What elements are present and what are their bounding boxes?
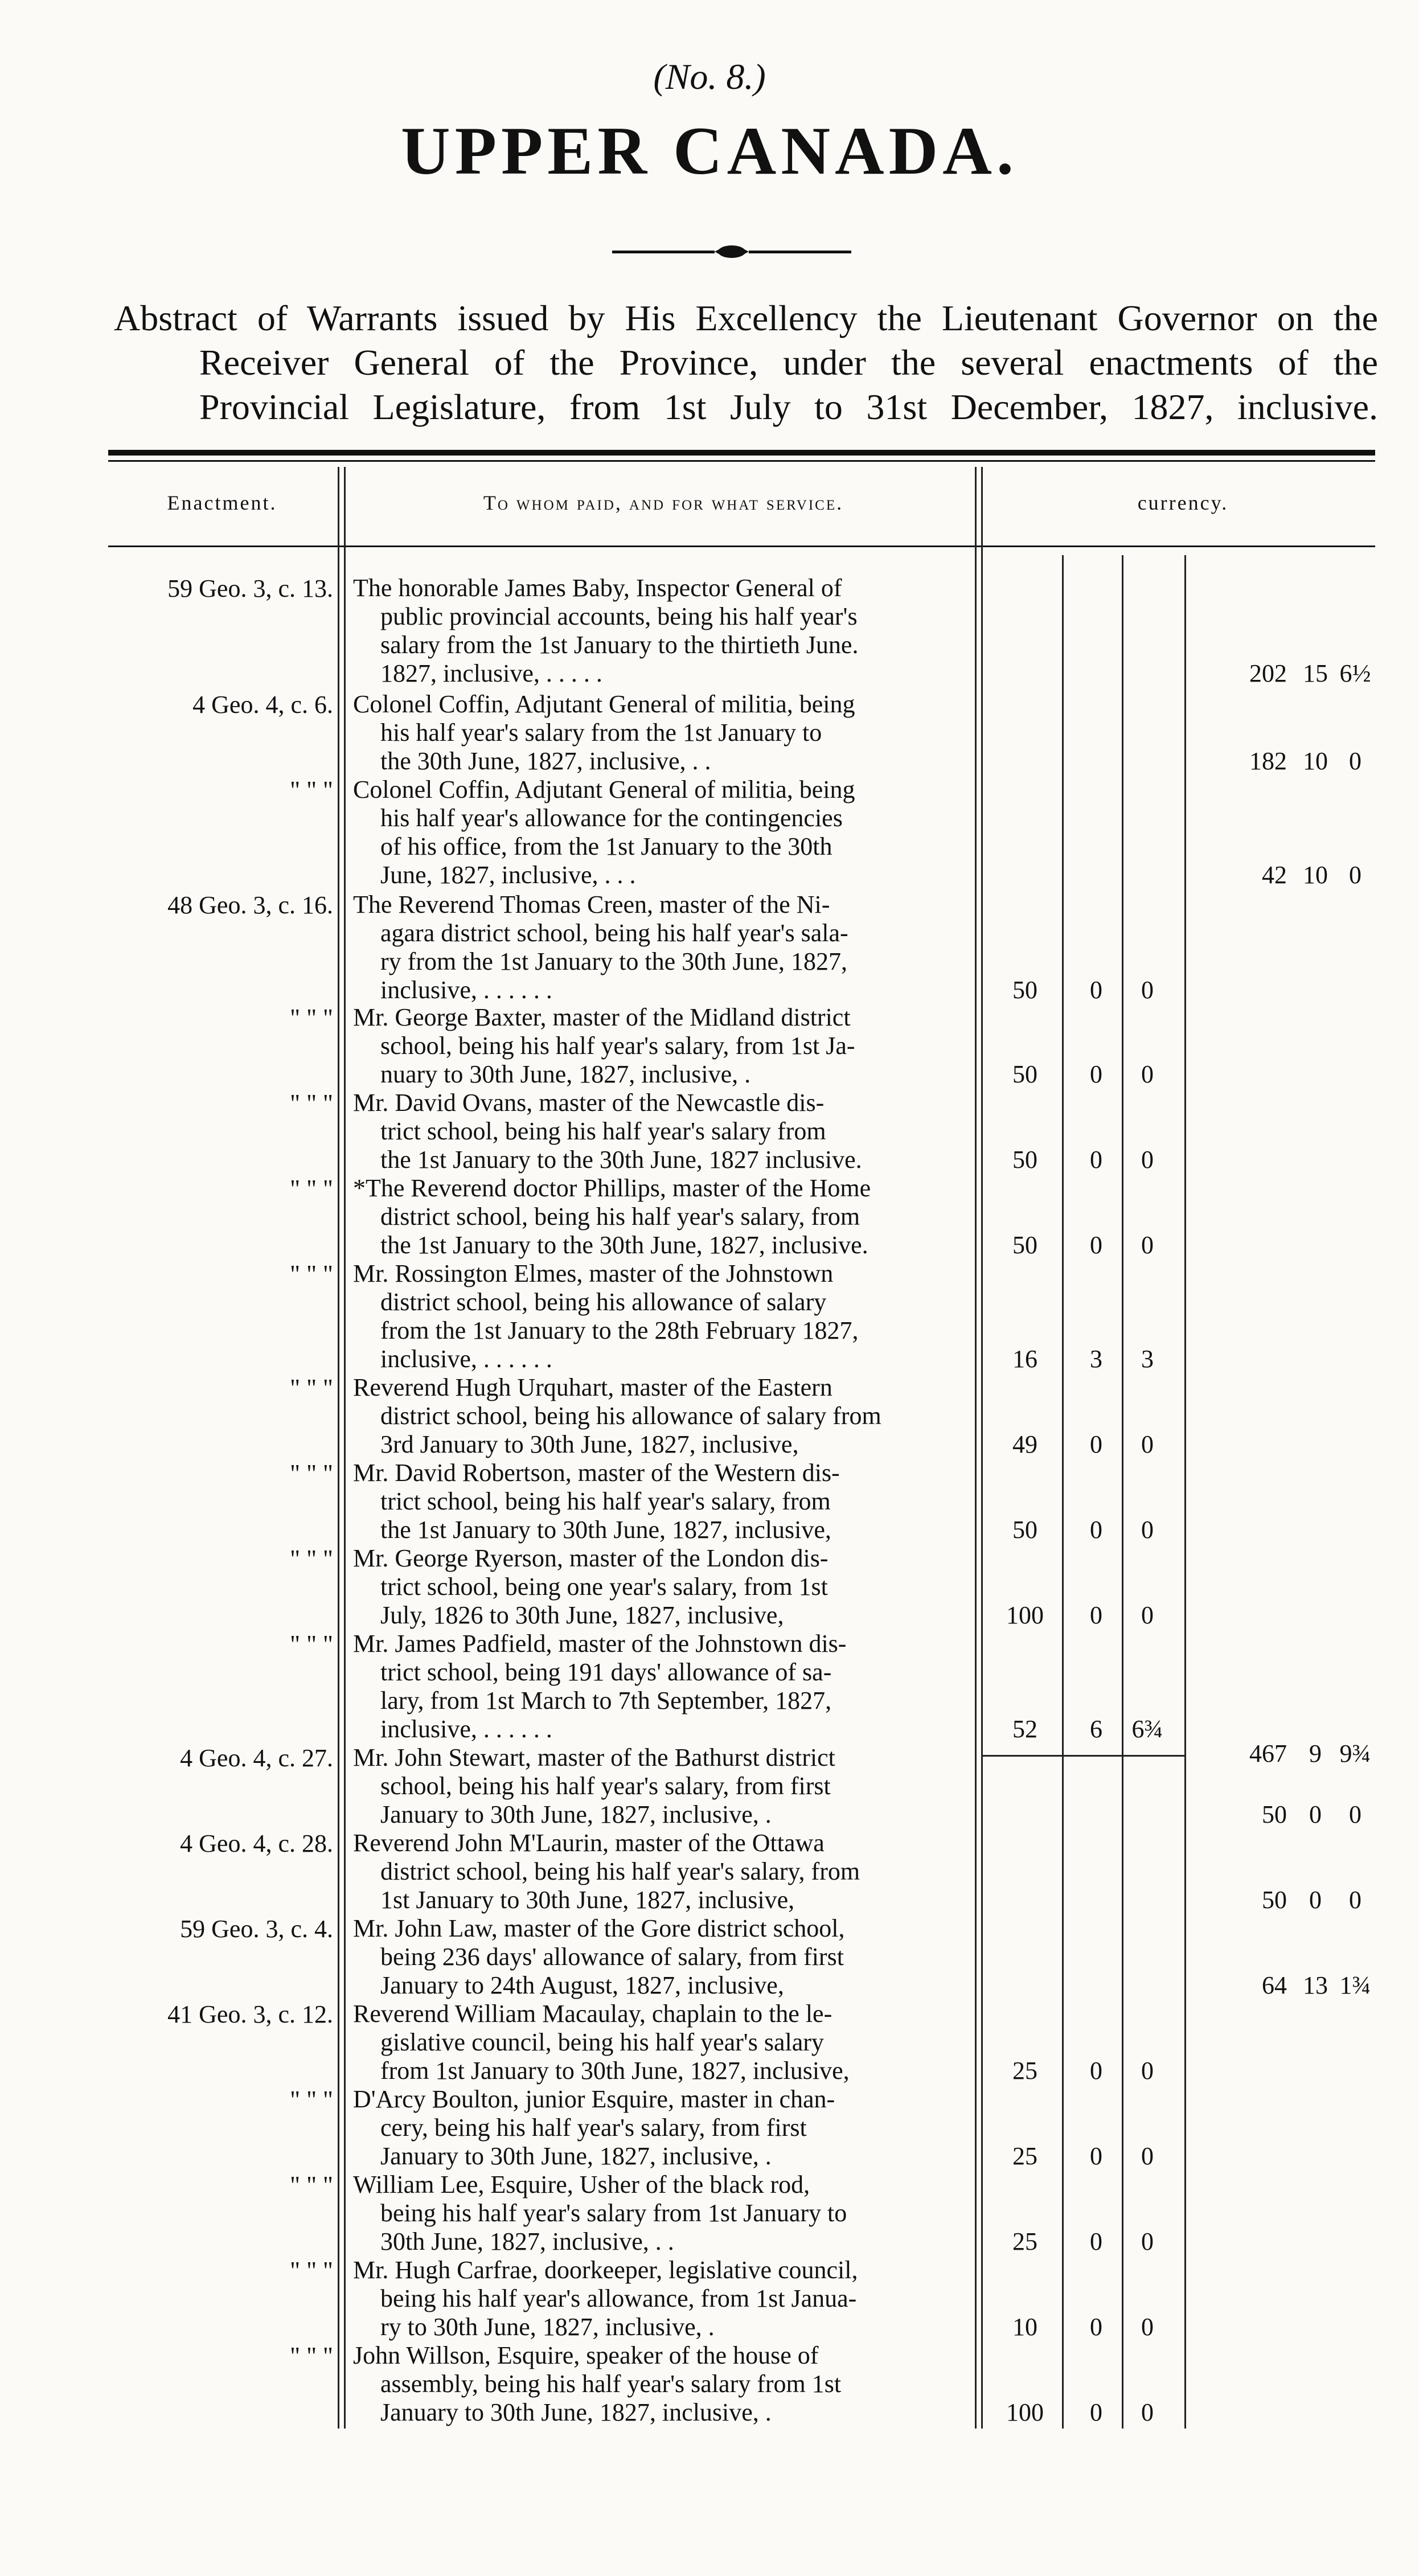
description-line: inclusive, . . . . . . xyxy=(380,1345,552,1373)
amount-pence: 0 xyxy=(1141,1516,1154,1544)
payee-description xyxy=(353,776,974,889)
description-line: Reverend John M'Laurin, master of the Ottawa xyxy=(353,1829,825,1857)
amount-pounds: 50 xyxy=(1012,1231,1037,1259)
amount-shillings: 0 xyxy=(1090,1060,1102,1088)
column-header-paid: To whom paid, and for what service. xyxy=(483,491,844,514)
enactment-cell: 48 Geo. 3, c. 16. xyxy=(167,891,333,919)
table-header-rule xyxy=(108,545,1375,547)
description-line: D'Arcy Boulton, junior Esquire, master in chan- xyxy=(353,2085,835,2113)
description-line: Mr. John Law, master of the Gore district school, xyxy=(353,1914,845,1942)
description-line: the 1st January to the 30th June, 1827, inclusive. xyxy=(380,1231,868,1259)
payee-description xyxy=(353,1260,974,1373)
amount-pounds: 50 xyxy=(1012,1146,1037,1174)
enactment-cell: " " " xyxy=(290,2342,333,2370)
amount-pounds: 52 xyxy=(1012,1715,1037,1743)
payee-description xyxy=(353,1829,974,1914)
description-line: The Reverend Thomas Creen, master of the Ni- xyxy=(353,891,830,918)
payee-description xyxy=(353,2000,974,2085)
total-pounds: 64 xyxy=(1262,1971,1287,1999)
enactment-cell: 4 Geo. 4, c. 6. xyxy=(192,691,333,719)
description-line: inclusive, . . . . . . xyxy=(380,1715,552,1743)
payee-description xyxy=(353,690,974,776)
amount-shillings: 0 xyxy=(1090,1601,1102,1629)
total-pence: 6½ xyxy=(1339,659,1371,687)
description-line: the 1st January to 30th June, 1827, inclusive, xyxy=(380,1516,831,1544)
description-line: his half year's salary from the 1st January to xyxy=(380,719,822,746)
amount-pounds: 50 xyxy=(1012,1060,1037,1088)
payee-description xyxy=(353,1459,974,1544)
column-divider xyxy=(975,467,977,2429)
table-top-rule-thin xyxy=(108,460,1375,462)
description-line: John Willson, Esquire, speaker of the house of xyxy=(353,2341,819,2369)
amount-shillings: 0 xyxy=(1090,1430,1102,1458)
amount-shillings: 0 xyxy=(1090,976,1102,1004)
enactment-cell: 41 Geo. 3, c. 12. xyxy=(167,2000,333,2028)
ornament-divider xyxy=(612,241,851,262)
description-line: school, being his half year's salary, from 1st Ja- xyxy=(380,1032,855,1060)
description-line: nuary to 30th June, 1827, inclusive, . xyxy=(380,1060,751,1088)
description-line: district school, being his half year's salary, from xyxy=(380,1857,860,1885)
amount-pence: 0 xyxy=(1141,2057,1154,2085)
total-pence: 0 xyxy=(1349,1800,1361,1828)
description-line: district school, being his allowance of salary from xyxy=(380,1402,881,1430)
description-line: trict school, being 191 days' allowance of sa- xyxy=(380,1658,832,1686)
description-line: Mr. John Stewart, master of the Bathurst district xyxy=(353,1744,835,1771)
amount-pence: 0 xyxy=(1141,1430,1154,1458)
total-pence: 0 xyxy=(1349,1886,1361,1914)
total-shillings: 13 xyxy=(1303,1971,1328,1999)
description-line: *The Reverend doctor Phillips, master of the Home xyxy=(353,1174,871,1202)
description-line: Mr. George Baxter, master of the Midland district xyxy=(353,1003,851,1031)
total-pounds: 50 xyxy=(1262,1800,1287,1828)
total-shillings: 0 xyxy=(1309,1800,1322,1828)
description-line: the 30th June, 1827, inclusive, . . xyxy=(380,747,711,775)
description-line: Mr. Hugh Carfrae, doorkeeper, legislative council, xyxy=(353,2256,858,2284)
table-top-rule xyxy=(108,450,1375,456)
description-line: district school, being his half year's salary, from xyxy=(380,1203,860,1230)
amount-pounds: 25 xyxy=(1012,2228,1037,2255)
description-line: being 236 days' allowance of salary, from first xyxy=(380,1943,844,1971)
payee-description xyxy=(353,1630,974,1744)
description-line: 1827, inclusive, . . . . . xyxy=(380,659,602,687)
total-pounds: 50 xyxy=(1262,1886,1287,1914)
amount-shillings: 6 xyxy=(1090,1715,1102,1743)
description-line: trict school, being his half year's salary, from xyxy=(380,1487,831,1515)
description-line: Mr. David Ovans, master of the Newcastle dis- xyxy=(353,1089,825,1117)
payee-description xyxy=(353,1373,974,1459)
description-line: school, being his half year's salary, from first xyxy=(380,1772,831,1800)
total-pounds: 202 xyxy=(1249,659,1287,687)
amount-pence: 0 xyxy=(1141,976,1154,1004)
payee-description xyxy=(353,1744,974,1829)
description-line: of his office, from the 1st January to the 30th xyxy=(380,832,832,860)
enactment-cell: " " " xyxy=(290,1630,333,1658)
description-line: 3rd January to 30th June, 1827, inclusive, xyxy=(380,1430,799,1458)
abstract-heading xyxy=(114,296,1378,429)
amount-pence: 0 xyxy=(1141,1601,1154,1629)
document-number: (No. 8.) xyxy=(653,56,766,97)
amount-pence: 0 xyxy=(1141,1060,1154,1088)
amount-pence: 0 xyxy=(1141,2142,1154,2170)
payee-description xyxy=(353,2341,974,2427)
amount-shillings: 0 xyxy=(1090,1516,1102,1544)
amount-pence: 6¾ xyxy=(1131,1715,1163,1743)
description-line: January to 30th June, 1827, inclusive, . xyxy=(380,2142,772,2170)
payee-description xyxy=(353,891,974,1004)
description-line: January to 30th June, 1827, inclusive, . xyxy=(380,1800,772,1828)
description-line: Mr. James Padfield, master of the Johnstown dis- xyxy=(353,1630,847,1658)
description-line: cery, being his half year's salary, from first xyxy=(380,2114,807,2142)
amount-pence: 3 xyxy=(1141,1345,1154,1373)
amount-shillings: 3 xyxy=(1090,1345,1102,1373)
description-line: Reverend William Macaulay, chaplain to the le- xyxy=(353,2000,832,2028)
description-line: January to 24th August, 1827, inclusive, xyxy=(380,1971,784,1999)
abstract-line: Receiver General of the Province, under the several enactments of the xyxy=(199,342,1378,383)
amount-pounds: 50 xyxy=(1012,1516,1037,1544)
total-pounds: 182 xyxy=(1249,747,1287,775)
enactment-cell: " " " xyxy=(290,2171,333,2199)
enactment-cell: 4 Geo. 4, c. 28. xyxy=(180,1830,333,1857)
amount-pounds: 50 xyxy=(1012,976,1037,1004)
total-pounds: 42 xyxy=(1262,861,1287,889)
description-line: agara district school, being his half year's sala- xyxy=(380,919,848,947)
amount-pence: 0 xyxy=(1141,2228,1154,2255)
amount-shillings: 0 xyxy=(1090,2313,1102,2341)
description-line: gislative council, being his half year's salary xyxy=(380,2028,824,2056)
subtotal-rule xyxy=(982,1755,1184,1757)
payee-description xyxy=(353,1003,974,1089)
payee-description xyxy=(353,1914,974,2000)
subtotal-pounds: 467 xyxy=(1249,1740,1287,1767)
amount-pence: 0 xyxy=(1141,2313,1154,2341)
amount-pounds: 100 xyxy=(1006,2398,1044,2426)
column-divider xyxy=(1184,555,1186,2429)
description-line: from 1st January to 30th June, 1827, inclusive, xyxy=(380,2057,850,2085)
description-line: trict school, being his half year's salary from xyxy=(380,1117,826,1145)
amount-pence: 0 xyxy=(1141,1231,1154,1259)
description-line: Mr. Rossington Elmes, master of the Johnstown xyxy=(353,1260,834,1287)
enactment-cell: " " " xyxy=(290,776,333,804)
total-pence: 0 xyxy=(1349,861,1361,889)
enactment-cell: 59 Geo. 3, c. 13. xyxy=(167,575,333,602)
abstract-line: Provincial Legislature, from 1st July to 31st December, 1827, inclusive. xyxy=(199,387,1378,427)
amount-pence: 0 xyxy=(1141,1146,1154,1174)
description-line: lary, from 1st March to 7th September, 1827, xyxy=(380,1687,832,1714)
amount-pounds: 49 xyxy=(1012,1430,1037,1458)
description-line: public provincial accounts, being his half year's xyxy=(380,602,858,630)
column-header-enactment: Enactment. xyxy=(167,491,277,514)
description-line: 30th June, 1827, inclusive, . . xyxy=(380,2228,674,2255)
payee-description xyxy=(353,2256,974,2341)
description-line: assembly, being his half year's salary from 1st xyxy=(380,2370,842,2398)
amount-shillings: 0 xyxy=(1090,2142,1102,2170)
description-line: Mr. George Ryerson, master of the London dis- xyxy=(353,1544,829,1572)
description-line: 1st January to 30th June, 1827, inclusive, xyxy=(380,1886,795,1914)
description-line: district school, being his allowance of salary xyxy=(380,1288,827,1316)
payee-description xyxy=(353,1174,974,1260)
total-shillings: 0 xyxy=(1309,1886,1322,1914)
enactment-cell: 59 Geo. 3, c. 4. xyxy=(180,1915,333,1943)
description-line: inclusive, . . . . . . xyxy=(380,976,552,1004)
subtotal-pence: 9¾ xyxy=(1339,1740,1371,1767)
amount-pounds: 25 xyxy=(1012,2057,1037,2085)
column-divider xyxy=(981,467,983,2429)
enactment-cell: " " " xyxy=(290,2257,333,2284)
amount-pence: 0 xyxy=(1141,2398,1154,2426)
description-line: January to 30th June, 1827, inclusive, . xyxy=(380,2398,772,2426)
description-line: his half year's allowance for the contingencies xyxy=(380,804,843,832)
amount-shillings: 0 xyxy=(1090,2057,1102,2085)
enactment-cell: " " " xyxy=(290,1260,333,1288)
amount-shillings: 0 xyxy=(1090,2398,1102,2426)
enactment-cell: " " " xyxy=(290,1004,333,1032)
description-line: the 1st January to the 30th June, 1827 inclusive. xyxy=(380,1146,862,1174)
enactment-cell: " " " xyxy=(290,1545,333,1573)
description-line: from the 1st January to the 28th February 1827, xyxy=(380,1316,859,1344)
description-line: June, 1827, inclusive, . . . xyxy=(380,861,636,889)
amount-shillings: 0 xyxy=(1090,1231,1102,1259)
total-pence: 0 xyxy=(1349,747,1361,775)
payee-description xyxy=(353,2171,974,2256)
column-divider xyxy=(1122,555,1123,2429)
enactment-cell: " " " xyxy=(290,1089,333,1117)
amount-pounds: 25 xyxy=(1012,2142,1037,2170)
column-divider xyxy=(338,467,339,2429)
enactment-cell: 4 Geo. 4, c. 27. xyxy=(180,1744,333,1772)
description-line: being his half year's allowance, from 1st Janua- xyxy=(380,2284,857,2312)
enactment-cell: " " " xyxy=(290,2086,333,2114)
description-line: ry from the 1st January to the 30th June, 1827, xyxy=(380,947,847,975)
enactment-cell: " " " xyxy=(290,1175,333,1203)
amount-shillings: 0 xyxy=(1090,2228,1102,2255)
total-shillings: 15 xyxy=(1303,659,1328,687)
amount-pounds: 16 xyxy=(1012,1345,1037,1373)
amount-pounds: 10 xyxy=(1012,2313,1037,2341)
total-shillings: 10 xyxy=(1303,747,1328,775)
description-line: Colonel Coffin, Adjutant General of militia, being xyxy=(353,690,855,718)
document-title: UPPER CANADA. xyxy=(401,113,1018,188)
payee-description xyxy=(353,574,974,688)
total-pence: 1¾ xyxy=(1339,1971,1371,1999)
description-line: being his half year's salary from 1st January to xyxy=(380,2199,847,2227)
payee-description xyxy=(353,1544,974,1630)
description-line: salary from the 1st January to the thirtieth June. xyxy=(380,631,859,659)
subtotal-shillings: 9 xyxy=(1309,1740,1322,1767)
column-divider xyxy=(1062,555,1064,2429)
description-line: ry to 30th June, 1827, inclusive, . xyxy=(380,2313,715,2341)
column-header-currency: currency. xyxy=(1137,491,1229,514)
description-line: William Lee, Esquire, Usher of the black rod, xyxy=(353,2171,810,2198)
total-shillings: 10 xyxy=(1303,861,1328,889)
payee-description xyxy=(353,1089,974,1174)
amount-shillings: 0 xyxy=(1090,1146,1102,1174)
description-line: trict school, being one year's salary, from 1st xyxy=(380,1573,828,1601)
column-divider xyxy=(344,467,346,2429)
description-line: Reverend Hugh Urquhart, master of the Eastern xyxy=(353,1373,832,1401)
description-line: The honorable James Baby, Inspector General of xyxy=(353,574,842,602)
enactment-cell: " " " xyxy=(290,1459,333,1487)
payee-description xyxy=(353,2085,974,2171)
abstract-line: Abstract of Warrants issued by His Excellency the Lieutenant Governor on the xyxy=(114,298,1378,338)
description-line: Mr. David Robertson, master of the Western dis- xyxy=(353,1459,840,1487)
description-line: July, 1826 to 30th June, 1827, inclusive, xyxy=(380,1601,784,1629)
enactment-cell: " " " xyxy=(290,1374,333,1402)
description-line: Colonel Coffin, Adjutant General of militia, being xyxy=(353,776,855,803)
amount-pounds: 100 xyxy=(1006,1601,1044,1629)
